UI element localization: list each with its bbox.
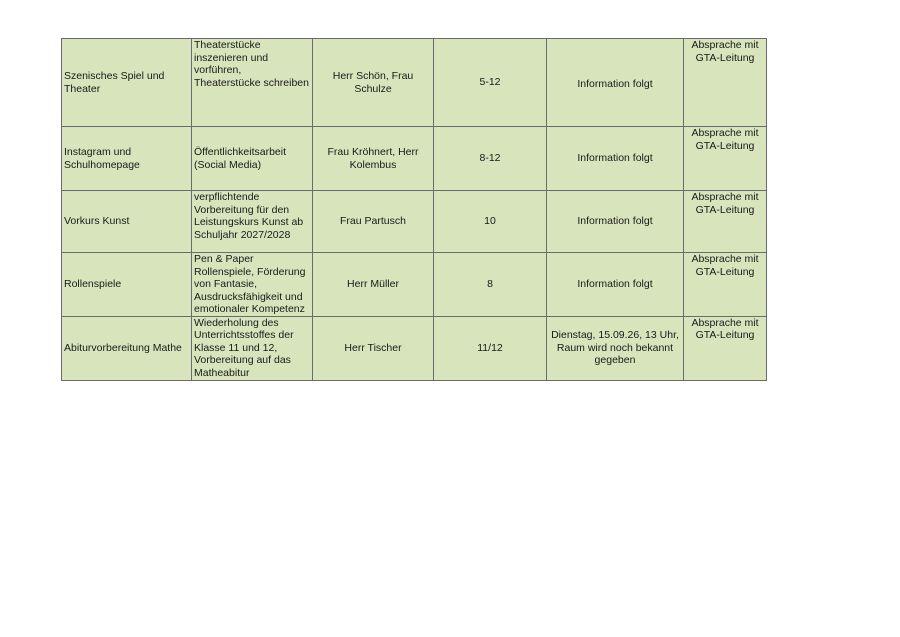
date-cell: Information folgt	[547, 39, 684, 127]
course-description-cell: Pen & Paper Rollenspiele, Förderung von Fantasie, Ausdrucksfähigkeit und emotionaler Kompetenz	[192, 253, 313, 317]
date-cell: Information folgt	[547, 253, 684, 317]
teacher-cell: Frau Partusch	[313, 191, 434, 253]
table-row	[62, 39, 767, 127]
course-description-cell: Wiederholung des Unterrichtsstoffes der Klasse 11 und 12, Vorbereitung auf das Matheabitur	[192, 316, 313, 380]
course-description-cell: Öffentlichkeitsarbeit (Social Media)	[192, 127, 313, 191]
course-name-cell: Vorkurs Kunst	[62, 191, 192, 253]
table-row	[62, 316, 767, 380]
date-cell: Dienstag, 15.09.26, 13 Uhr, Raum wird noch bekannt gegeben	[547, 316, 684, 380]
grade-cell: 5-12	[434, 39, 547, 127]
teacher-cell: Herr Schön, Frau Schulze	[313, 39, 434, 127]
signup-cell: Absprache mit GTA-Leitung	[684, 127, 767, 191]
gta-course-table	[61, 38, 767, 381]
date-cell: Information folgt	[547, 191, 684, 253]
table-row	[62, 191, 767, 253]
grade-cell: 8-12	[434, 127, 547, 191]
grade-cell: 10	[434, 191, 547, 253]
grade-cell: 8	[434, 253, 547, 317]
course-name-cell: Abiturvorbereitung Mathe	[62, 316, 192, 380]
teacher-cell: Herr Tischer	[313, 316, 434, 380]
course-name-cell: Instagram und Schulhomepage	[62, 127, 192, 191]
grade-cell: 11/12	[434, 316, 547, 380]
teacher-cell: Herr Müller	[313, 253, 434, 317]
course-name-cell: Szenisches Spiel und Theater	[62, 39, 192, 127]
signup-cell: Absprache mit GTA-Leitung	[684, 316, 767, 380]
signup-cell: Absprache mit GTA-Leitung	[684, 253, 767, 317]
table-row	[62, 253, 767, 317]
table-row	[62, 127, 767, 191]
course-name-cell: Rollenspiele	[62, 253, 192, 317]
date-cell: Information folgt	[547, 127, 684, 191]
signup-cell: Absprache mit GTA-Leitung	[684, 39, 767, 127]
course-description-cell: Theaterstücke inszenieren und vorführen, Theaterstücke schreiben	[192, 39, 313, 127]
signup-cell: Absprache mit GTA-Leitung	[684, 191, 767, 253]
teacher-cell: Frau Kröhnert, Herr Kolembus	[313, 127, 434, 191]
course-description-cell: verpflichtende Vorbereitung für den Leistungskurs Kunst ab Schuljahr 2027/2028	[192, 191, 313, 253]
